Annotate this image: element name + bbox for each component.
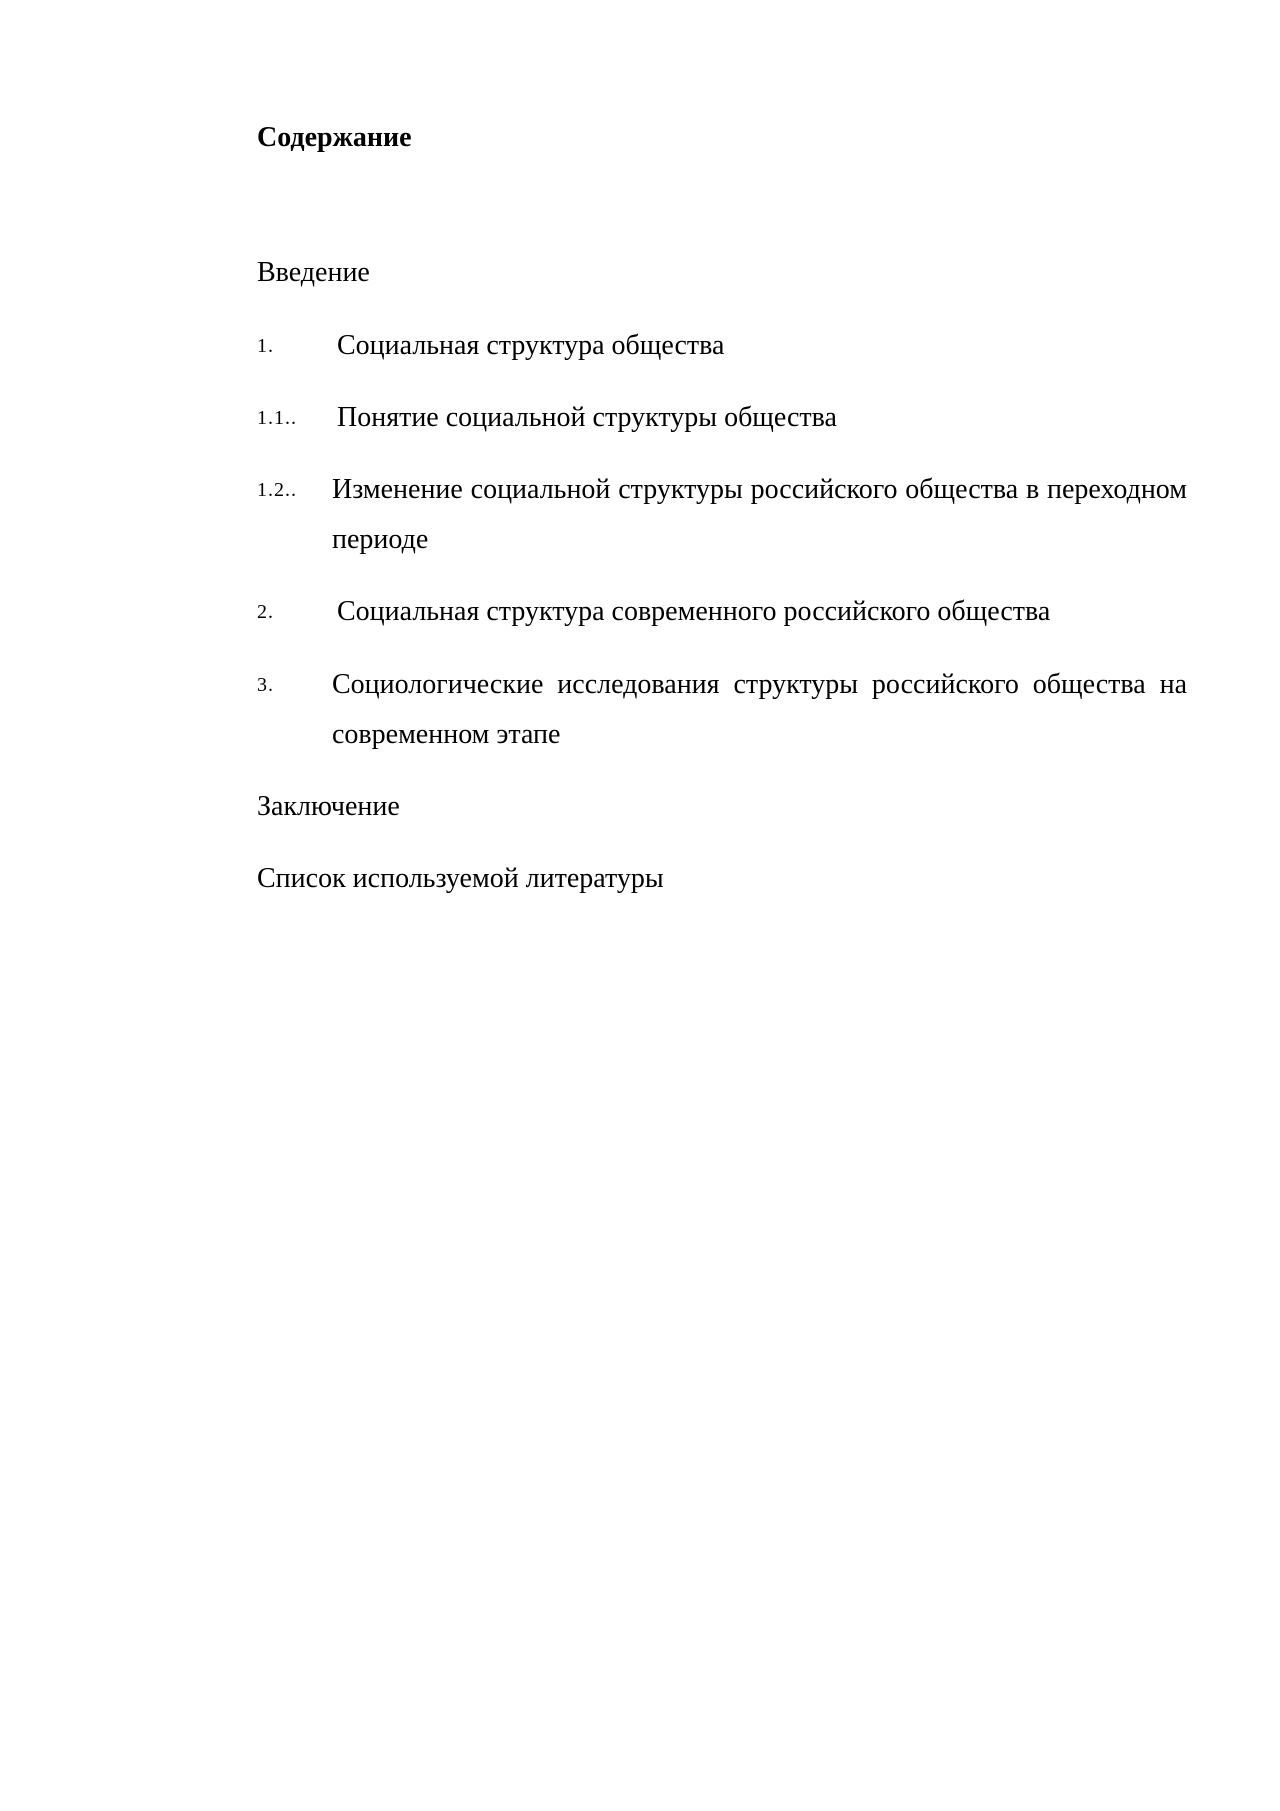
- toc-item-number: 1.: [257, 335, 274, 357]
- toc-item-1-1: [257, 393, 1187, 443]
- toc-item-2: [257, 587, 1187, 637]
- toc-item-number: 3.: [257, 674, 274, 696]
- toc-item-text: Список используемой литературы: [257, 863, 664, 894]
- toc-item-references: [257, 854, 1187, 904]
- toc-item-text: Заключение: [257, 791, 400, 822]
- toc-item-conclusion: [257, 782, 1187, 832]
- toc-item-1-2: [257, 465, 1187, 565]
- toc-item-3: [257, 660, 1187, 760]
- toc-item-text: Социальная структура общества: [337, 330, 725, 361]
- toc-item-text: Изменение социальной структуры российского общества в переходном периоде: [332, 474, 1187, 555]
- toc-item-text: Понятие социальной структуры общества: [337, 402, 837, 433]
- toc-item-text: Социальная структура современного российского общества: [337, 596, 1051, 627]
- toc-item-introduction: [257, 248, 1187, 298]
- toc-item-1: [257, 321, 1187, 371]
- toc-item-number: 1.2..: [257, 479, 297, 501]
- toc-item-text: Социологические исследования структуры российского общества на современном этапе: [332, 669, 1187, 750]
- toc-item-text: Введение: [257, 257, 370, 288]
- toc-item-number: 2.: [257, 601, 274, 623]
- page-title: Содержание: [257, 122, 412, 153]
- toc-item-number: 1.1..: [257, 407, 297, 429]
